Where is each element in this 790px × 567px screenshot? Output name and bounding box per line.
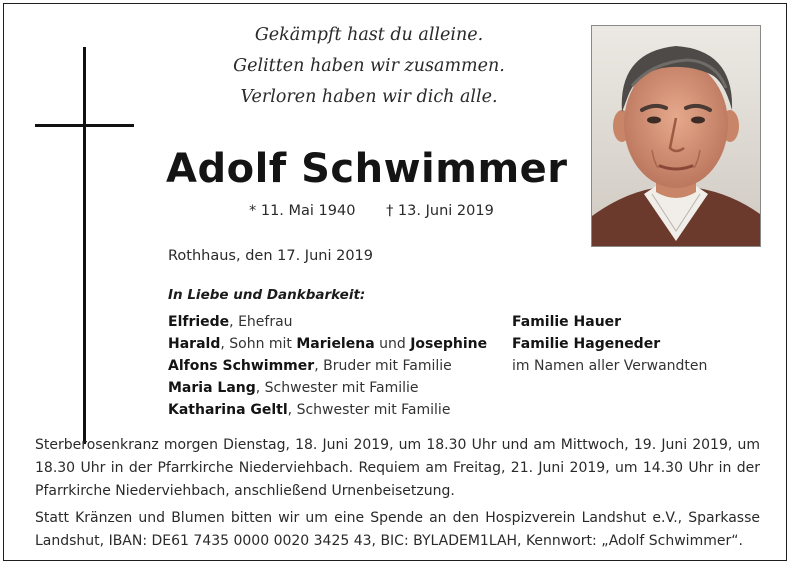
mourner-name: Maria Lang xyxy=(168,380,256,396)
list-item xyxy=(168,377,487,399)
family-name: Familie Hageneder xyxy=(512,336,661,352)
mourner-name: Alfons Schwimmer xyxy=(168,358,315,374)
poem-line: Gelitten haben wir zusammen. xyxy=(233,56,505,76)
deceased-name: Adolf Schwimmer xyxy=(166,146,568,192)
poem xyxy=(224,20,514,113)
family-name: Familie Hauer xyxy=(512,314,622,330)
mourners-list xyxy=(168,311,487,421)
death-date: † 13. Juni 2019 xyxy=(386,203,494,219)
mourner-name: Marielena xyxy=(296,336,375,352)
life-dates xyxy=(249,201,494,221)
funeral-announcement: Sterberosenkranz morgen Dienstag, 18. Juni 2019, um 18.30 Uhr und am Mittwoch, 19. Juni 2019, um 18.30 Uhr in der Pfarrkirche Niederviehbach. Requiem am Freitag, 21. Juni 2019, um 14.30 Uhr in der Pfarrkirche Niederviehbach, anschließend Urnenbeisetzung. xyxy=(35,437,760,499)
cross-horizontal-bar xyxy=(35,124,134,127)
families-note: im Namen aller Verwandten xyxy=(512,358,708,374)
mourner-relation: , Schwester mit Familie xyxy=(255,380,419,396)
portrait-image xyxy=(592,26,760,246)
poem-line: Verloren haben wir dich alle. xyxy=(240,87,498,107)
mourner-name: Katharina Geltl xyxy=(168,402,288,418)
thanks-heading: In Liebe und Dankbarkeit: xyxy=(168,287,366,303)
list-item xyxy=(168,399,487,421)
list-item xyxy=(512,333,707,355)
list-item xyxy=(168,311,487,333)
poem-line: Gekämpft hast du alleine. xyxy=(254,25,484,45)
families-list xyxy=(512,311,707,377)
place-and-date: Rothhaus, den 17. Juni 2019 xyxy=(168,248,373,264)
mourner-relation: , Sohn mit xyxy=(220,336,297,352)
mourner-relation: , Bruder mit Familie xyxy=(314,358,452,374)
mourner-relation: , Schwester mit Familie xyxy=(287,402,451,418)
mourner-name: Elfriede xyxy=(168,314,230,330)
list-item xyxy=(168,355,487,377)
portrait-photo xyxy=(591,25,761,247)
cross-vertical-bar xyxy=(83,47,86,444)
list-item xyxy=(512,355,707,377)
mourner-conjunction: und xyxy=(374,336,411,352)
donation-request: Statt Kränzen und Blumen bitten wir um eine Spende an den Hospizverein Landshut e.V., Sparkasse Landshut, IBAN: DE61 7435 0000 0020 3425 43, BIC: BYLADEM1LAH, Kennwort: „Adolf Schwimmer“. xyxy=(35,510,760,549)
mourner-relation: , Ehefrau xyxy=(229,314,293,330)
birth-date: * 11. Mai 1940 xyxy=(249,203,356,219)
list-item xyxy=(168,333,487,355)
list-item xyxy=(512,311,707,333)
mourner-name: Harald xyxy=(168,336,221,352)
obituary-card xyxy=(3,3,787,561)
mourner-name: Josephine xyxy=(410,336,488,352)
